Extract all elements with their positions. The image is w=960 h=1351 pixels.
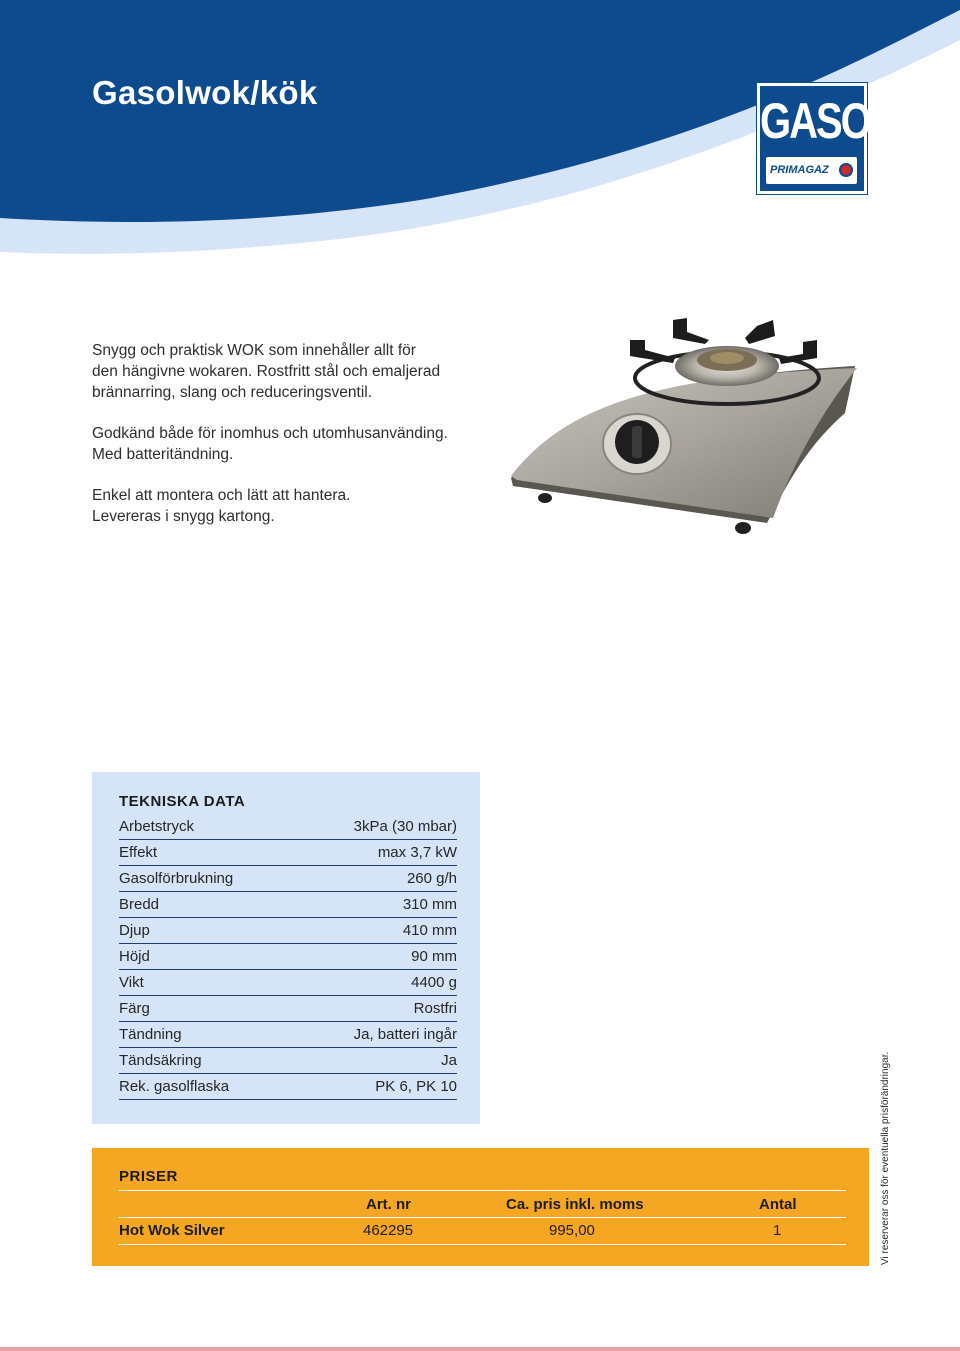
intro-paragraph-3: Enkel att montera och lätt att hantera. Levereras i snygg kartong. xyxy=(92,487,351,525)
logo-sub-text: PRIMAGAZ xyxy=(770,164,829,176)
technical-data-title: TEKNISKA DATA xyxy=(119,793,246,810)
spec-value: 410 mm xyxy=(402,922,457,939)
spec-row xyxy=(119,892,457,918)
spec-row xyxy=(119,1048,457,1074)
price-header-price: Ca. pris inkl. moms xyxy=(506,1196,644,1213)
intro-text xyxy=(92,340,472,547)
spec-label: Djup xyxy=(119,922,150,939)
price-value: 995,00 xyxy=(549,1222,595,1239)
intro-paragraph-1: Snygg och praktisk WOK som innehåller allt för den hängivne wokaren. Rostfritt stål och emaljerad brännarring, slang och reduceringsventil. xyxy=(92,342,441,401)
price-product-name: Hot Wok Silver xyxy=(119,1222,225,1239)
price-header-artnr: Art. nr xyxy=(366,1196,411,1213)
spec-label: Höjd xyxy=(119,948,150,965)
spec-row xyxy=(119,944,457,970)
spec-row xyxy=(119,1022,457,1048)
spec-value: 3kPa (30 mbar) xyxy=(353,818,457,835)
spec-value: 260 g/h xyxy=(406,870,457,887)
spec-value: Ja, batteri ingår xyxy=(353,1026,457,1043)
spec-row xyxy=(119,970,457,996)
spec-value: Ja xyxy=(441,1052,457,1069)
spec-label: Rek. gasolflaska xyxy=(119,1078,230,1095)
spec-label: Arbetstryck xyxy=(119,818,195,835)
spec-label: Vikt xyxy=(119,974,144,991)
spec-label: Tändsäkring xyxy=(119,1052,202,1069)
spec-value: max 3,7 kW xyxy=(377,844,457,861)
spec-row xyxy=(119,840,457,866)
price-divider-top xyxy=(119,1190,846,1191)
spec-row xyxy=(119,814,457,840)
technical-data-table xyxy=(119,814,457,1100)
page-title: Gasolwok/kök xyxy=(92,74,318,111)
spec-label: Gasolförbrukning xyxy=(119,870,234,887)
spec-row xyxy=(119,1074,457,1100)
price-artnr-value: 462295 xyxy=(363,1222,414,1239)
spec-row xyxy=(119,918,457,944)
spec-value: PK 6, PK 10 xyxy=(375,1078,457,1095)
price-divider-bottom xyxy=(119,1244,846,1245)
price-qty-value: 1 xyxy=(773,1222,782,1239)
spec-label: Effekt xyxy=(119,844,158,861)
spec-row xyxy=(119,866,457,892)
spec-value: 310 mm xyxy=(402,896,457,913)
spec-label: Tändning xyxy=(119,1026,182,1043)
spec-label: Bredd xyxy=(119,896,160,913)
intro-paragraph-2: Godkänd både för inomhus och utomhusanvänding. Med batteritändning. xyxy=(92,425,448,463)
spec-label: Färg xyxy=(119,1000,150,1017)
product-image-wok-stove xyxy=(505,318,865,538)
logo-dot-icon xyxy=(839,163,853,177)
spec-value: Rostfri xyxy=(413,1000,457,1017)
gasol-primagaz-logo xyxy=(757,83,893,194)
price-title: PRISER xyxy=(119,1168,178,1185)
price-panel xyxy=(92,1148,869,1266)
technical-data-panel xyxy=(92,772,480,1124)
logo-sub-badge xyxy=(766,157,857,184)
price-divider-mid xyxy=(119,1217,846,1218)
price-disclaimer-note: Vi reserverar oss för eventuella prisförändringar. xyxy=(880,1051,891,1265)
spec-value: 90 mm xyxy=(411,948,457,965)
bottom-rule xyxy=(0,1347,960,1351)
spec-row xyxy=(119,996,457,1022)
price-header-qty: Antal xyxy=(759,1196,797,1213)
logo-brand-text: GASOL xyxy=(760,94,893,149)
spec-value: 4400 g xyxy=(411,974,457,991)
